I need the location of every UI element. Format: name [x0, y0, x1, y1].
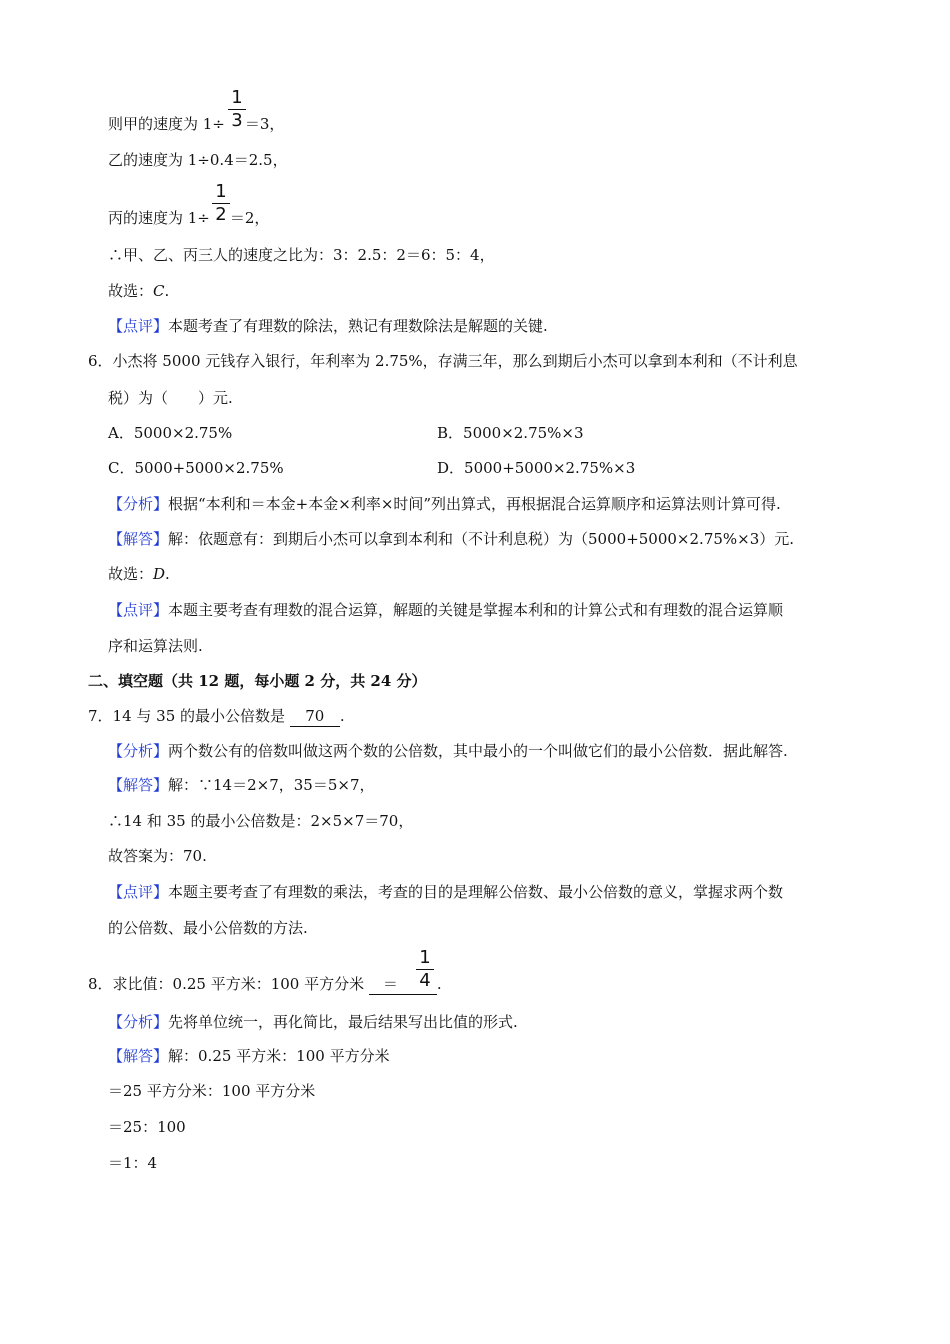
q6-option-a: A．5000×2.75% — [108, 424, 233, 442]
q7-final-answer: 故答案为：70. — [108, 847, 207, 865]
q7-answer-blank: 70 — [290, 706, 340, 727]
q8-step-3: ＝1：4 — [108, 1154, 158, 1172]
q7-review: 【点评】本题主要考查了有理数的乘法，考查的目的是理解公倍数、最小公倍数的意义，掌握求两个数 — [108, 883, 784, 901]
q6-review: 【点评】本题主要考查有理数的混合运算，解题的关键是掌握本利和的计算公式和有理数的混合运算顺 — [108, 601, 784, 619]
q6-stem-line-2: 税）为（ ）元. — [108, 389, 233, 407]
q6-option-c: C．5000+5000×2.75% — [108, 459, 284, 477]
q5-speed-jia-line: 则甲的速度为 1÷ ＝3， — [108, 115, 285, 133]
q7-analysis: 【分析】两个数公有的倍数叫做这两个数的公倍数，其中最小的一个叫做它们的最小公倍数．据此解答. — [108, 742, 788, 760]
q6-option-d: D．5000+5000×2.75%×3 — [437, 459, 636, 477]
q8-answer-blank: ＝ — [369, 974, 437, 995]
q5-fraction-one-third: 1 3 — [228, 88, 246, 131]
q5-fraction-one-half: 1 2 — [212, 182, 230, 225]
q7-stem: 7．14 与 35 的最小公倍数是 70 . — [88, 707, 345, 725]
q6-option-b: B．5000×2.75%×3 — [437, 424, 584, 442]
q5-ratio-line: ∴甲、乙、丙三人的速度之比为：3：2.5：2＝6：5：4， — [108, 246, 495, 264]
q5-speed-yi-line: 乙的速度为 1÷0.4＝2.5， — [108, 151, 288, 169]
q6-review-cont: 序和运算法则. — [108, 637, 203, 655]
q6-answer: 【解答】解：依题意有：到期后小杰可以拿到本利和（不计利息税）为（5000+5000×2.75%×3）元. — [108, 530, 795, 548]
q7-answer: 【解答】解：∵14＝2×7，35＝5×7， — [108, 776, 375, 794]
q7-lcm-line: ∴14 和 35 的最小公倍数是：2×5×7＝70， — [108, 812, 414, 830]
q6-analysis: 【分析】根据“本利和＝本金+本金×利率×时间”列出算式，再根据混合运算顺序和运算法则计算可得. — [108, 495, 781, 513]
q8-answer-fraction: 1 4 — [416, 948, 434, 991]
q8-analysis: 【分析】先将单位统一，再化简比，最后结果写出比值的形式. — [108, 1013, 518, 1031]
q6-stem-line-1: 6．小杰将 5000 元钱存入银行，年利率为 2.75%，存满三年，那么到期后小杰可以拿到本利和（不计利息 — [88, 352, 798, 370]
q5-speed-bing-line: 丙的速度为 1÷ ＝2， — [108, 209, 270, 227]
section-title-fill-blank: 二、填空题（共 12 题，每小题 2 分，共 24 分） — [88, 672, 427, 690]
q8-stem: 8．求比值：0.25 平方米：100 平方分米 ＝ . — [88, 975, 442, 993]
q6-choose-line: 故选：D. — [108, 565, 170, 583]
q7-review-cont: 的公倍数、最小公倍数的方法. — [108, 919, 308, 937]
q5-choose-line: 故选：C. — [108, 282, 170, 300]
q8-answer: 【解答】解：0.25 平方米：100 平方分米 — [108, 1047, 390, 1065]
q8-step-2: ＝25：100 — [108, 1118, 186, 1136]
q5-review: 【点评】本题考查了有理数的除法，熟记有理数除法是解题的关键. — [108, 317, 548, 335]
q8-step-1: ＝25 平方分米：100 平方分米 — [108, 1082, 316, 1100]
